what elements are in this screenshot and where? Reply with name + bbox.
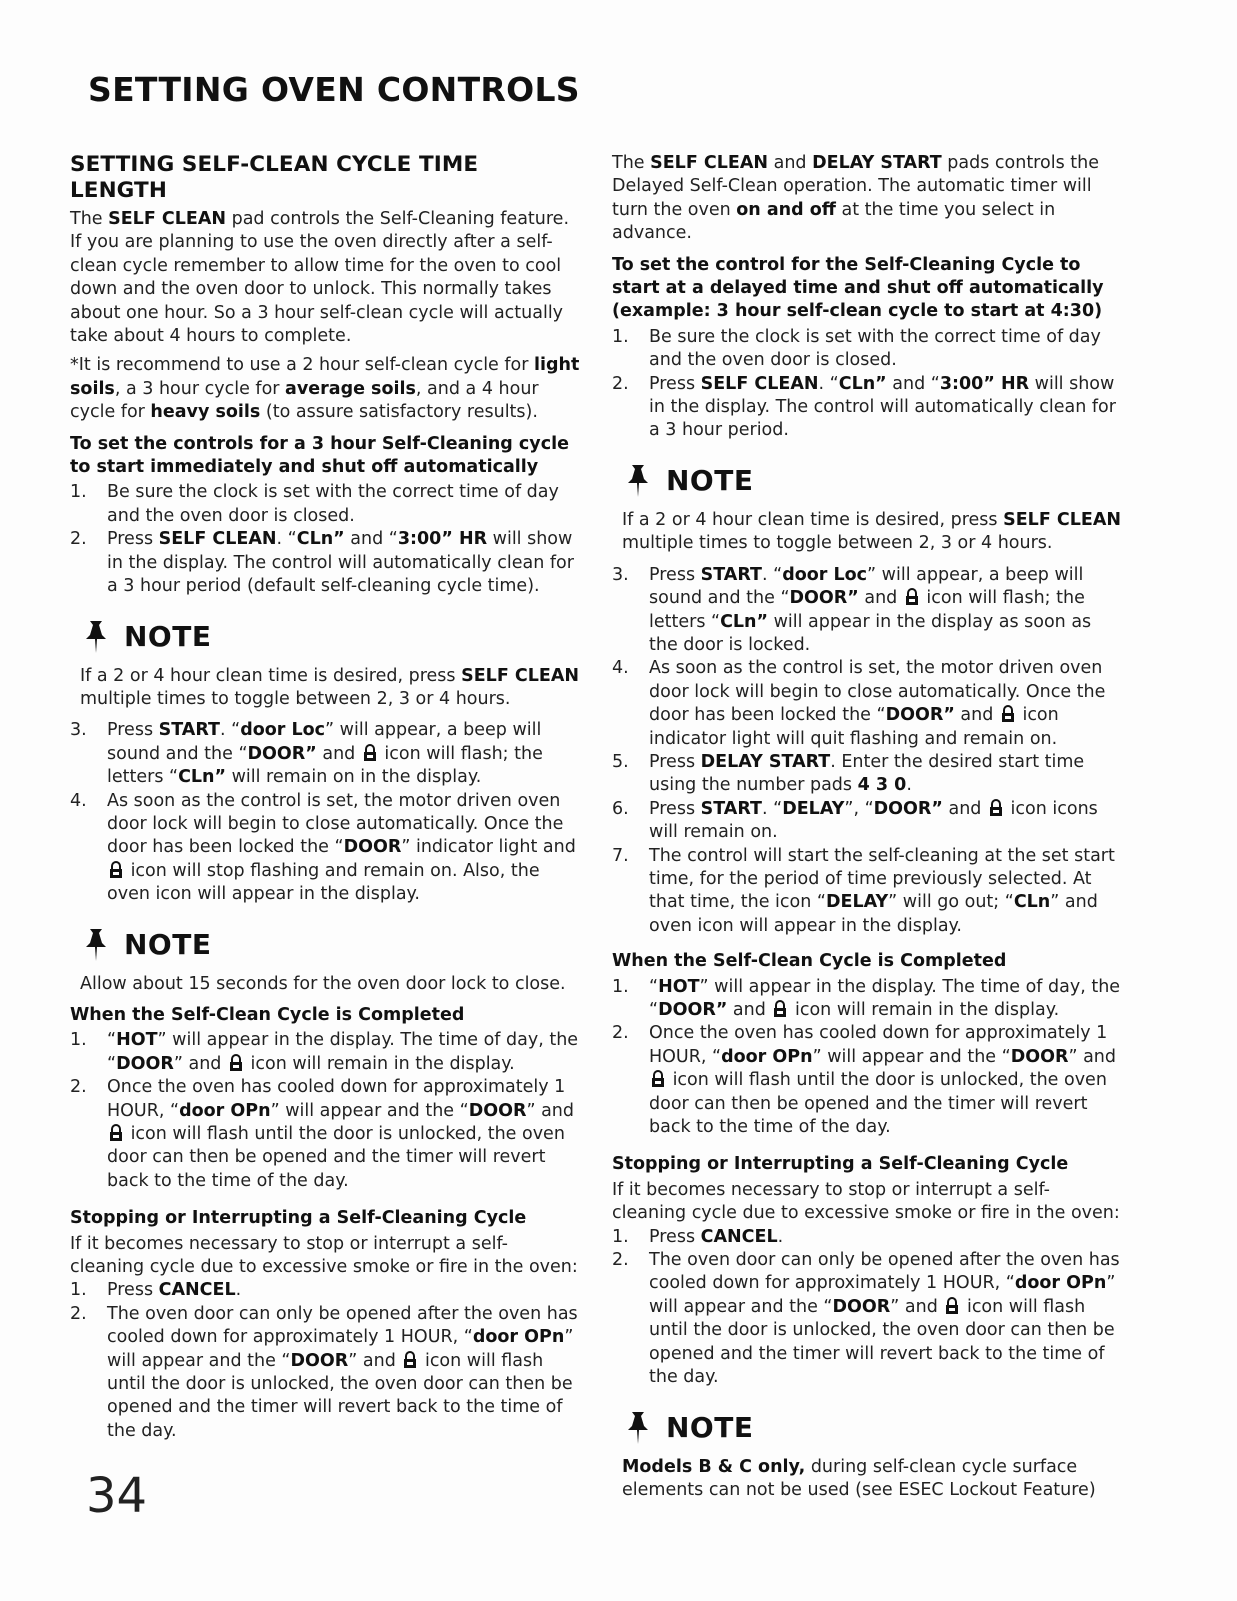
completed-list (612, 976, 1122, 1140)
section-heading: SETTING SELF-CLEAN CYCLE TIME LENGTH (70, 152, 479, 203)
list-item: 2. The oven door can only be opened after the oven has cooled down for approximately 1 HOUR, “door OPn” will appear and the “DOOR” and icon will flash until the door is unlocked, the oven door can then be opened and the timer will revert back to the time of the day. (70, 1303, 578, 1441)
lock-icon (229, 1054, 243, 1072)
lock-icon (945, 1297, 959, 1315)
stopping-intro: If it becomes necessary to stop or interrupt a self-cleaning cycle due to excessive smoke or fire in the oven: (612, 1179, 1120, 1224)
stopping-list (70, 1279, 580, 1443)
note-header (80, 927, 580, 963)
list-item: 1. “HOT” will appear in the display. The time of day, the “DOOR” and icon will remain in the display. (70, 1030, 579, 1074)
note-label: NOTE (666, 464, 754, 498)
list-item: 1. Press CANCEL. (612, 1226, 784, 1247)
lock-icon (989, 799, 1003, 817)
steps-list-delayed (612, 326, 1122, 443)
list-item: 1. Press CANCEL. (70, 1280, 242, 1301)
pushpin-icon (80, 619, 112, 655)
lock-icon (773, 1000, 787, 1018)
recommend-paragraph: *It is recommend to use a 2 hour self-clean cycle for light soils, a 3 hour cycle for average soils, and a 4 hour cycle for heavy soils (to assure satisfactory results). (70, 355, 580, 423)
list-item: 4. As soon as the control is set, the motor driven oven door lock will begin to close automatically. Once the door has been locked the “DOOR” and icon indicator light will quit flashing and remain on. (612, 658, 1106, 749)
list-item: 7. The control will start the self-cleaning at the set start time, for the period of time previously selected. At that time, the icon “DELAY” will go out; “CLn” and oven icon will appear in the display. (612, 845, 1115, 936)
steps-list-immediate (70, 481, 580, 598)
list-item: 2. Press SELF CLEAN. “CLn” and “3:00” HR will show in the display. The control will automatically clean for a 3 hour period (default self-cleaning cycle time). (70, 529, 574, 597)
lock-icon (363, 744, 377, 762)
list-item: 1. Be sure the clock is set with the correct time of day and the oven door is closed. (612, 326, 1101, 371)
pushpin-icon (622, 463, 654, 499)
list-item: 2. Once the oven has cooled down for approximately 1 HOUR, “door OPn” will appear and the “DOOR” and icon will flash until the door is unlocked, the oven door can then be opened and the timer will revert back to the time of the day. (612, 1023, 1117, 1138)
note-label: NOTE (666, 1411, 754, 1444)
lock-icon (905, 588, 919, 606)
note-header (80, 619, 580, 655)
note-label: NOTE (124, 620, 212, 653)
list-item: 2. Press SELF CLEAN. “CLn” and “3:00” HR will show in the display. The control will automatically clean for a 3 hour period. (612, 373, 1116, 441)
steps-list-continued (70, 719, 580, 906)
note-header (622, 1410, 1122, 1446)
note-text: Models B & C only, during self-clean cycle surface elements can not be used (see ESEC Lockout Feature) (622, 1456, 1096, 1500)
list-item: 6. Press START. “DELAY”, “DOOR” and icon icons will remain on. (612, 798, 1098, 843)
note-text: If a 2 or 4 hour clean time is desired, press SELF CLEAN multiple times to toggle between 2, 3 or 4 hours. (80, 665, 580, 709)
stopping-list (612, 1226, 1122, 1390)
list-item: 5. Press DELAY START. Enter the desired start time using the number pads 4 3 0. (612, 751, 1085, 796)
pushpin-icon (80, 927, 112, 963)
list-item: 3. Press START. “door Loc” will appear, a beep will sound and the “DOOR” and icon will flash; the letters “CLn” will remain on in the display. (70, 720, 543, 788)
completed-list (70, 1029, 580, 1193)
list-item: 4. As soon as the control is set, the motor driven oven door lock will begin to close automatically. Once the door has been locked the “DOOR” indicator light and icon will stop flashing and remain on. Also, the oven icon will appear in the display. (70, 790, 576, 905)
lock-icon (109, 861, 123, 879)
intro-paragraph: The SELF CLEAN pad controls the Self-Cleaning feature. If you are planning to use the oven directly after a self-clean cycle remember to allow time for the oven to cool down and the oven door to unlock. This normally takes about one hour. So a 3 hour self-clean cycle will actually take about 4 hours to complete. (70, 209, 570, 347)
pushpin-icon (622, 1410, 654, 1446)
lock-icon (403, 1351, 417, 1369)
list-item: 1. “HOT” will appear in the display. The time of day, the “DOOR” and icon will remain in the display. (612, 976, 1121, 1020)
lock-icon (651, 1070, 665, 1088)
subheading-stopping: Stopping or Interrupting a Self-Cleaning Cycle (70, 1208, 527, 1229)
subheading-immediate: To set the controls for a 3 hour Self-Cleaning cycle to start immediately and shut off automatically (70, 433, 569, 478)
list-item: 2. Once the oven has cooled down for approximately 1 HOUR, “door OPn” will appear and the “DOOR” and icon will flash until the door is unlocked, the oven door can then be opened and the timer will revert back to the time of the day. (70, 1077, 575, 1191)
stopping-intro: If it becomes necessary to stop or interrupt a self-cleaning cycle due to excessive smoke or fire in the oven: (70, 1233, 578, 1278)
list-item: 3. Press START. “door Loc” will appear, a beep will sound and the “DOOR” and icon will flash; the letters “CLn” will appear in the display as soon as the door is locked. (612, 564, 1092, 655)
subheading-delayed: To set the control for the Self-Cleaning Cycle to start at a delayed time and shut off automatically (example: 3 hour self-clean cycle to start at 4:30) (612, 254, 1104, 322)
steps-list-continued (612, 564, 1122, 939)
left-column (70, 152, 580, 1447)
right-column (612, 152, 1122, 1508)
list-item: 1. Be sure the clock is set with the correct time of day and the oven door is closed. (70, 482, 559, 526)
intro-paragraph: The SELF CLEAN and DELAY START pads controls the Delayed Self-Clean operation. The automatic timer will turn the oven on and off at the time you select in advance. (612, 153, 1099, 244)
note-header (622, 463, 1122, 499)
note-text: Allow about 15 seconds for the oven door lock to close. (80, 973, 566, 994)
page-number: 34 (86, 1468, 148, 1524)
page-title: SETTING OVEN CONTROLS (88, 70, 580, 109)
subheading-stopping: Stopping or Interrupting a Self-Cleaning Cycle (612, 1154, 1069, 1175)
list-item: 2. The oven door can only be opened after the oven has cooled down for approximately 1 HOUR, “door OPn” will appear and the “DOOR” and icon will flash until the door is unlocked, the oven door can then be opened and the timer will revert back to the time of the day. (612, 1250, 1120, 1388)
lock-icon (109, 1124, 123, 1142)
lock-icon (1001, 705, 1015, 723)
subheading-completed: When the Self-Clean Cycle is Completed (70, 1004, 465, 1025)
subheading-completed: When the Self-Clean Cycle is Completed (612, 951, 1007, 972)
note-text: If a 2 or 4 hour clean time is desired, press SELF CLEAN multiple times to toggle between 2, 3 or 4 hours. (622, 509, 1122, 554)
note-label: NOTE (124, 928, 212, 962)
